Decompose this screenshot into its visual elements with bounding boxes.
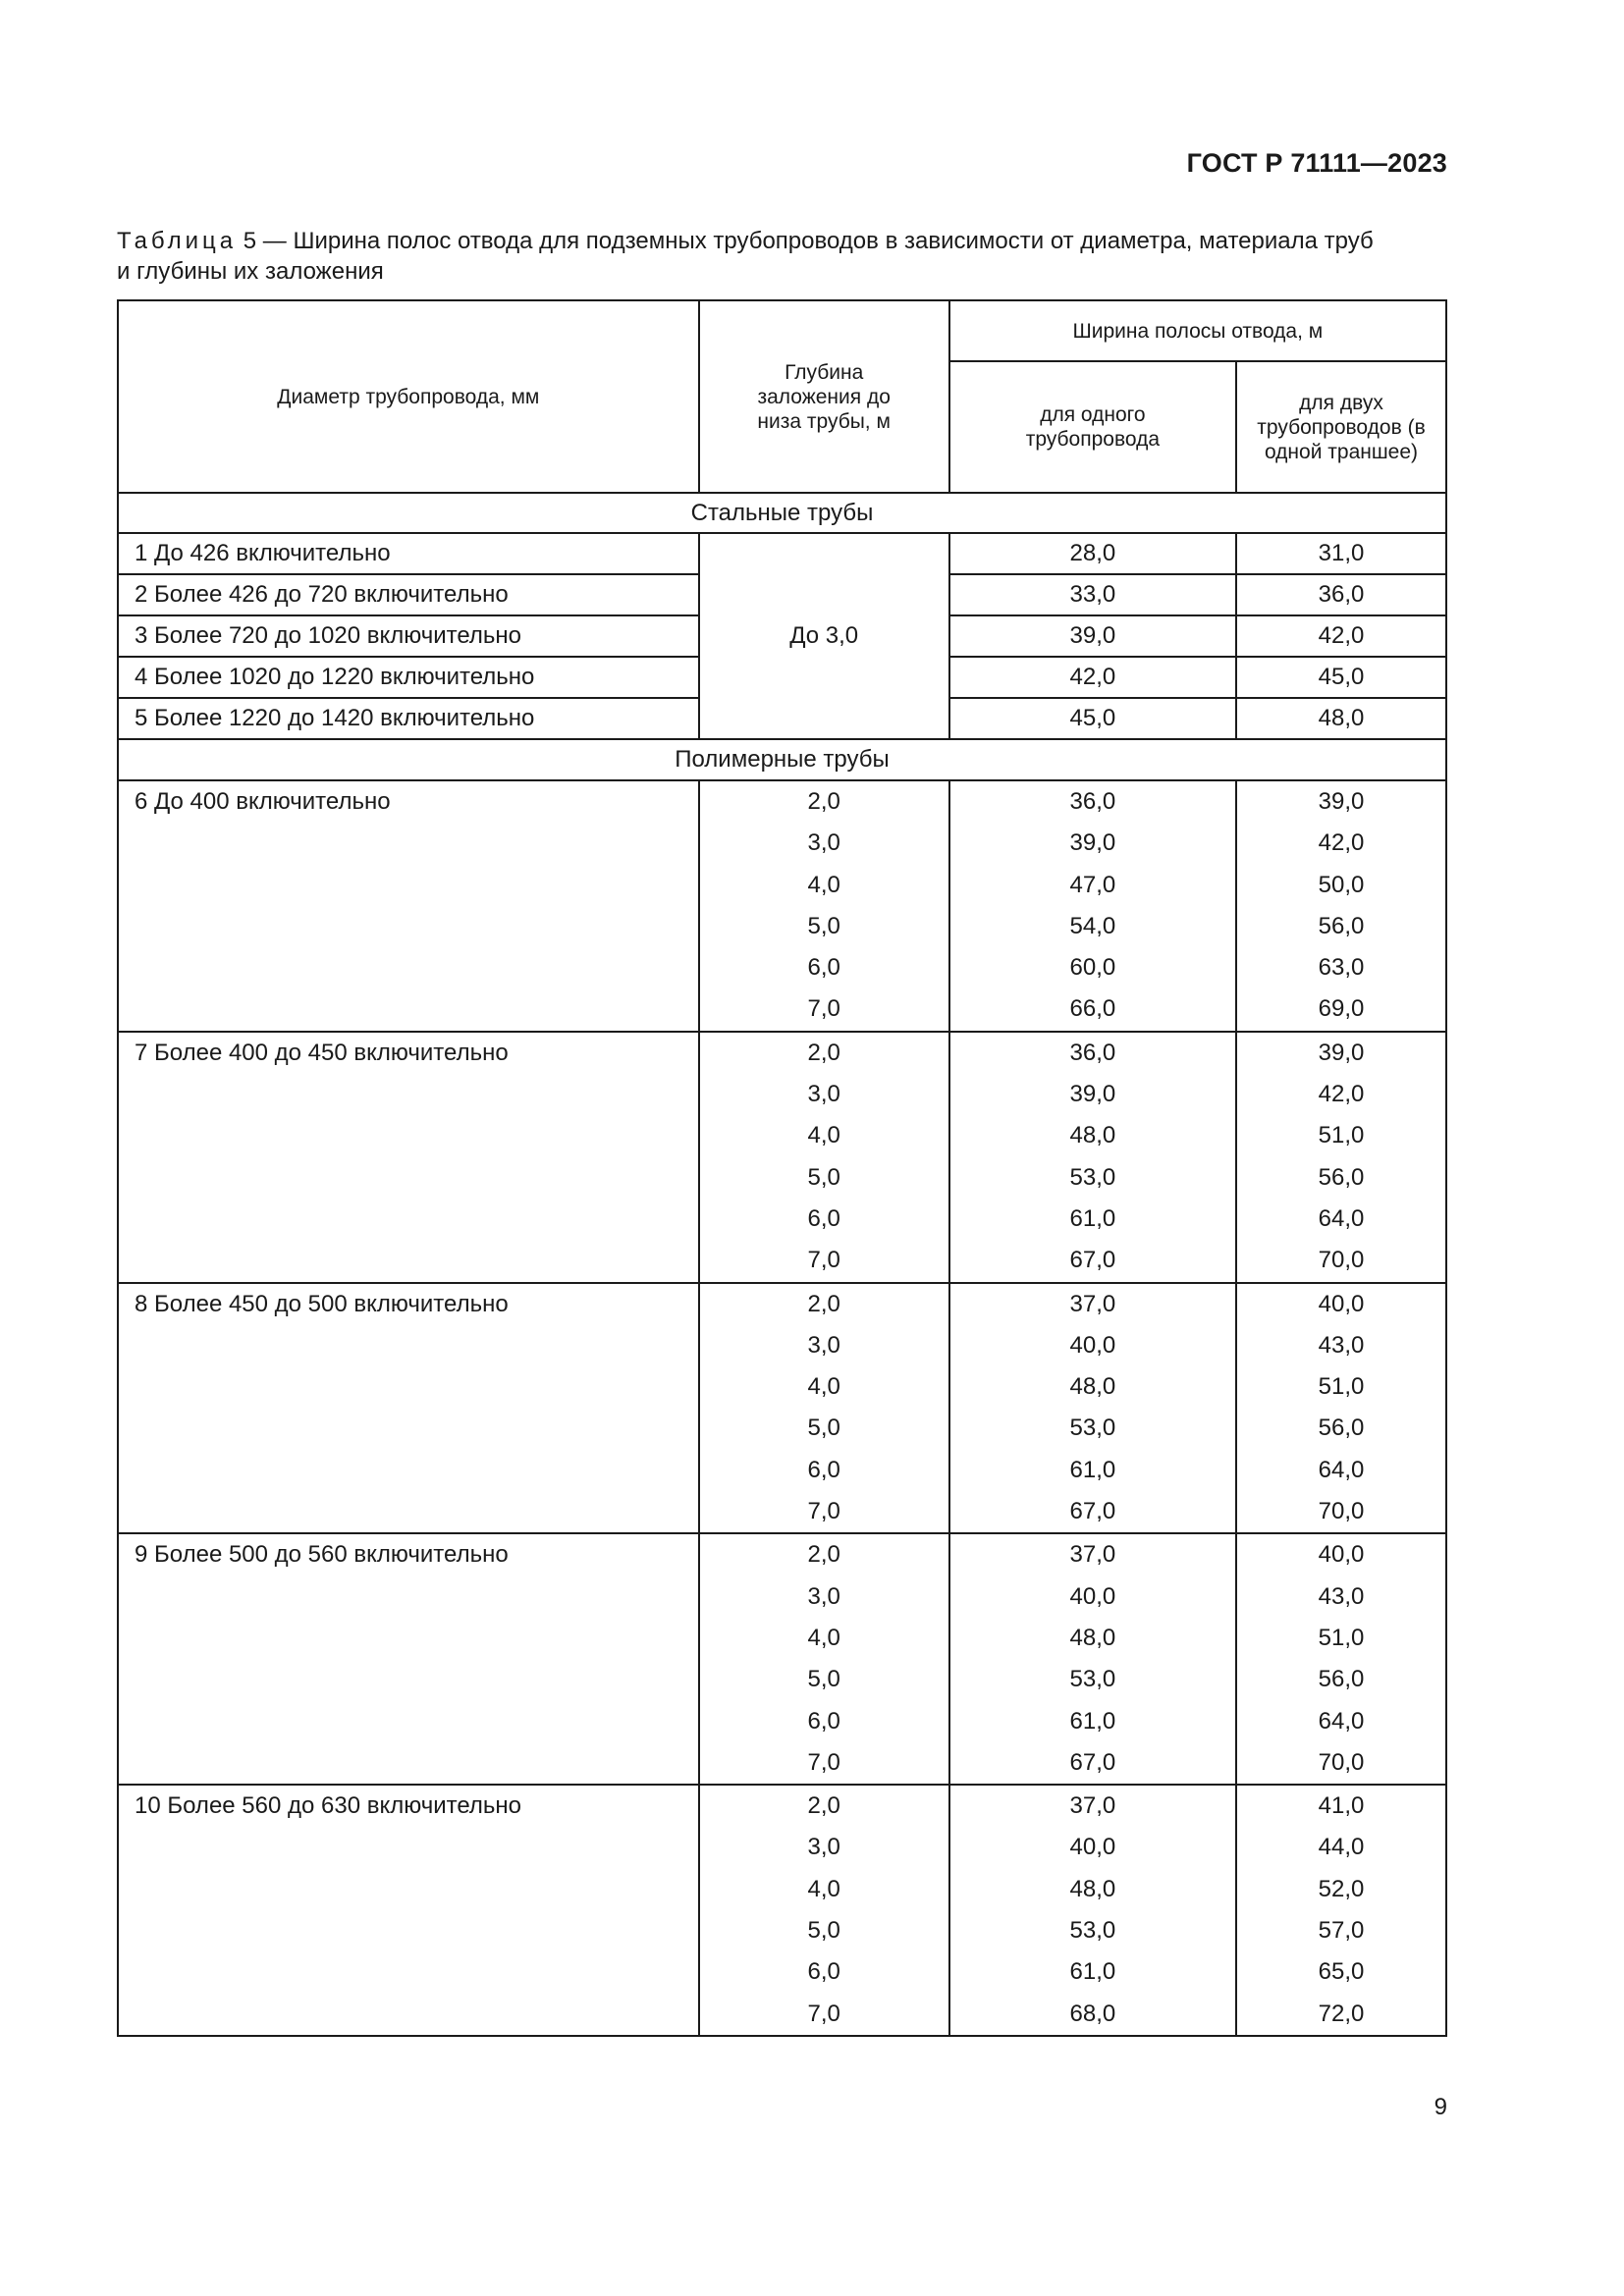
depth-value: 3,0 <box>807 1081 840 1108</box>
caption-text-line2: и глубины их заложения <box>117 258 384 285</box>
double-width-value: 41,0 <box>1318 1792 1365 1820</box>
double-width-column <box>1236 1533 1446 1785</box>
depth-column <box>699 1283 949 1534</box>
single-width-cell: 28,0 <box>949 533 1236 574</box>
single-width-value: 40,0 <box>1069 1331 1116 1359</box>
single-width-cell: 42,0 <box>949 657 1236 698</box>
depth-value: 7,0 <box>807 1748 840 1776</box>
caption-label: Таблица <box>117 228 238 254</box>
single-width-value: 39,0 <box>1069 829 1116 857</box>
header-double: для двух трубопроводов (в одной траншее) <box>1236 361 1446 493</box>
table-row-group <box>118 780 1446 1032</box>
steel-depth: До 3,0 <box>699 533 949 739</box>
single-width-value: 66,0 <box>1069 995 1116 1023</box>
row-label: 6 До 400 включительно <box>118 780 699 1032</box>
depth-value: 3,0 <box>807 1834 840 1861</box>
depth-value: 4,0 <box>807 1122 840 1149</box>
double-width-value: 64,0 <box>1318 1707 1365 1735</box>
double-width-column <box>1236 1785 1446 2036</box>
double-width-cell: 45,0 <box>1236 657 1446 698</box>
depth-column <box>699 780 949 1032</box>
single-width-value: 61,0 <box>1069 1456 1116 1483</box>
depth-value: 4,0 <box>807 871 840 898</box>
header-diameter: Диаметр трубопровода, мм <box>118 300 699 493</box>
double-width-value: 52,0 <box>1318 1875 1365 1902</box>
depth-value: 3,0 <box>807 829 840 857</box>
double-width-cell: 42,0 <box>1236 615 1446 657</box>
single-width-column <box>949 1785 1236 2036</box>
double-width-value: 51,0 <box>1318 1122 1365 1149</box>
single-width-column <box>949 1533 1236 1785</box>
double-width-value: 42,0 <box>1318 829 1365 857</box>
single-width-value: 67,0 <box>1069 1247 1116 1274</box>
depth-value: 2,0 <box>807 1290 840 1317</box>
single-width-value: 37,0 <box>1069 1541 1116 1569</box>
depth-value: 7,0 <box>807 1498 840 1525</box>
row-label: 3 Более 720 до 1020 включительно <box>118 615 699 657</box>
single-width-value: 37,0 <box>1069 1792 1116 1820</box>
single-width-column <box>949 780 1236 1032</box>
row-label: 2 Более 426 до 720 включительно <box>118 574 699 615</box>
depth-column <box>699 1032 949 1283</box>
double-width-value: 39,0 <box>1318 788 1365 815</box>
depth-value: 4,0 <box>807 1373 840 1401</box>
single-width-value: 67,0 <box>1069 1748 1116 1776</box>
depth-value: 3,0 <box>807 1582 840 1610</box>
row-label: 9 Более 500 до 560 включительно <box>118 1533 699 1785</box>
double-width-value: 42,0 <box>1318 1081 1365 1108</box>
double-width-column <box>1236 1283 1446 1534</box>
header-width-group: Ширина полосы отвода, м <box>949 300 1446 361</box>
depth-value: 2,0 <box>807 788 840 815</box>
single-width-value: 39,0 <box>1069 1081 1116 1108</box>
depth-value: 6,0 <box>807 954 840 982</box>
table-row-group <box>118 1032 1446 1283</box>
double-width-value: 64,0 <box>1318 1456 1365 1483</box>
single-width-value: 47,0 <box>1069 871 1116 898</box>
single-width-value: 36,0 <box>1069 1039 1116 1066</box>
single-width-cell: 45,0 <box>949 698 1236 739</box>
depth-value: 5,0 <box>807 1415 840 1442</box>
single-width-column <box>949 1032 1236 1283</box>
double-width-value: 44,0 <box>1318 1834 1365 1861</box>
row-label: 10 Более 560 до 630 включительно <box>118 1785 699 2036</box>
row-label: 8 Более 450 до 500 включительно <box>118 1283 699 1534</box>
document-code: ГОСТ Р 71111—2023 <box>1186 148 1447 178</box>
depth-value: 2,0 <box>807 1039 840 1066</box>
depth-column <box>699 1533 949 1785</box>
depth-value: 7,0 <box>807 995 840 1023</box>
single-width-value: 67,0 <box>1069 1498 1116 1525</box>
single-width-value: 40,0 <box>1069 1834 1116 1861</box>
depth-value: 5,0 <box>807 912 840 939</box>
table-caption <box>117 226 1442 287</box>
single-width-value: 54,0 <box>1069 912 1116 939</box>
single-width-value: 53,0 <box>1069 1163 1116 1191</box>
depth-value: 6,0 <box>807 1456 840 1483</box>
double-width-value: 56,0 <box>1318 1415 1365 1442</box>
double-width-value: 50,0 <box>1318 871 1365 898</box>
depth-value: 5,0 <box>807 1917 840 1945</box>
right-of-way-table <box>117 299 1447 2037</box>
double-width-value: 51,0 <box>1318 1373 1365 1401</box>
double-width-value: 43,0 <box>1318 1331 1365 1359</box>
single-width-value: 37,0 <box>1069 1290 1116 1317</box>
single-width-value: 53,0 <box>1069 1666 1116 1693</box>
caption-text-line1: 5 — Ширина полос отвода для подземных трубопроводов в зависимости от диаметра, материала труб <box>237 228 1374 254</box>
depth-value: 2,0 <box>807 1792 840 1820</box>
single-width-value: 61,0 <box>1069 1204 1116 1232</box>
depth-value: 7,0 <box>807 2000 840 2027</box>
depth-value: 5,0 <box>807 1163 840 1191</box>
depth-value: 6,0 <box>807 1958 840 1986</box>
table-row-group <box>118 1283 1446 1534</box>
single-width-value: 36,0 <box>1069 788 1116 815</box>
double-width-column <box>1236 780 1446 1032</box>
single-width-cell: 39,0 <box>949 615 1236 657</box>
single-width-value: 48,0 <box>1069 1875 1116 1902</box>
depth-value: 2,0 <box>807 1541 840 1569</box>
double-width-value: 70,0 <box>1318 1748 1365 1776</box>
double-width-value: 57,0 <box>1318 1917 1365 1945</box>
depth-value: 6,0 <box>807 1707 840 1735</box>
double-width-value: 69,0 <box>1318 995 1365 1023</box>
double-width-column <box>1236 1032 1446 1283</box>
double-width-value: 56,0 <box>1318 1666 1365 1693</box>
table-row-group <box>118 1533 1446 1785</box>
double-width-value: 40,0 <box>1318 1290 1365 1317</box>
depth-value: 4,0 <box>807 1624 840 1651</box>
depth-value: 4,0 <box>807 1875 840 1902</box>
header-single: для одного трубопровода <box>949 361 1236 493</box>
double-width-value: 64,0 <box>1318 1204 1365 1232</box>
single-width-value: 40,0 <box>1069 1582 1116 1610</box>
double-width-value: 70,0 <box>1318 1498 1365 1525</box>
double-width-value: 70,0 <box>1318 1247 1365 1274</box>
single-width-value: 53,0 <box>1069 1415 1116 1442</box>
double-width-cell: 48,0 <box>1236 698 1446 739</box>
single-width-value: 48,0 <box>1069 1122 1116 1149</box>
double-width-value: 51,0 <box>1318 1624 1365 1651</box>
table-row-group <box>118 1785 1446 2036</box>
double-width-value: 43,0 <box>1318 1582 1365 1610</box>
double-width-value: 63,0 <box>1318 954 1365 982</box>
single-width-column <box>949 1283 1236 1534</box>
double-width-cell: 36,0 <box>1236 574 1446 615</box>
single-width-cell: 33,0 <box>949 574 1236 615</box>
single-width-value: 48,0 <box>1069 1624 1116 1651</box>
single-width-value: 53,0 <box>1069 1917 1116 1945</box>
depth-value: 5,0 <box>807 1666 840 1693</box>
depth-value: 3,0 <box>807 1331 840 1359</box>
single-width-value: 48,0 <box>1069 1373 1116 1401</box>
section-polymer: Полимерные трубы <box>118 739 1446 780</box>
section-steel: Стальные трубы <box>118 493 1446 533</box>
depth-value: 6,0 <box>807 1204 840 1232</box>
depth-column <box>699 1785 949 2036</box>
depth-value: 7,0 <box>807 1247 840 1274</box>
page-number: 9 <box>1434 2094 1447 2120</box>
single-width-value: 68,0 <box>1069 2000 1116 2027</box>
double-width-value: 72,0 <box>1318 2000 1365 2027</box>
double-width-value: 56,0 <box>1318 912 1365 939</box>
double-width-value: 65,0 <box>1318 1958 1365 1986</box>
header-depth: Глубина заложения до низа трубы, м <box>699 300 949 493</box>
double-width-value: 39,0 <box>1318 1039 1365 1066</box>
row-label: 4 Более 1020 до 1220 включительно <box>118 657 699 698</box>
double-width-value: 56,0 <box>1318 1163 1365 1191</box>
row-label: 5 Более 1220 до 1420 включительно <box>118 698 699 739</box>
table-row <box>118 533 1446 574</box>
row-label: 7 Более 400 до 450 включительно <box>118 1032 699 1283</box>
single-width-value: 60,0 <box>1069 954 1116 982</box>
single-width-value: 61,0 <box>1069 1707 1116 1735</box>
double-width-cell: 31,0 <box>1236 533 1446 574</box>
single-width-value: 61,0 <box>1069 1958 1116 1986</box>
double-width-value: 40,0 <box>1318 1541 1365 1569</box>
row-label: 1 До 426 включительно <box>118 533 699 574</box>
